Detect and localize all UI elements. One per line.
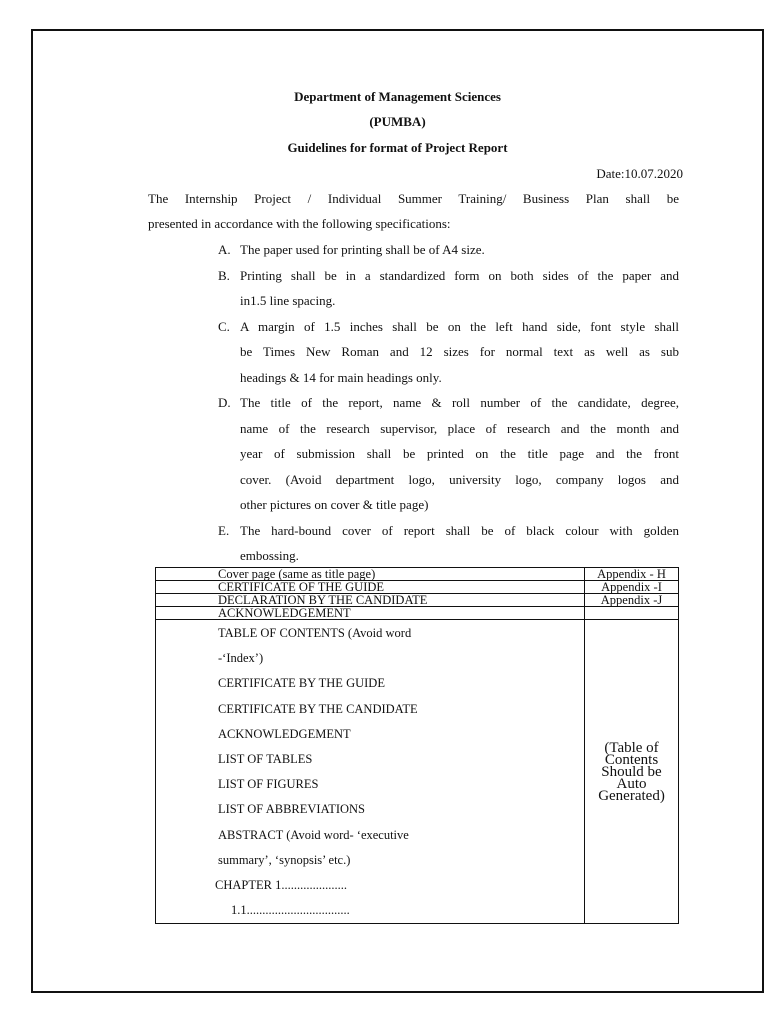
- table-cell-ref: [585, 607, 679, 620]
- list-marker: D.: [218, 395, 231, 410]
- toc-item: LIST OF ABBREVIATIONS: [218, 802, 366, 817]
- list-item: [203, 263, 679, 314]
- intro-line: The Internship Project / Individual Summer Training/ Business Plan shall be: [148, 191, 679, 206]
- table-row: [156, 568, 679, 581]
- specification-list: [203, 237, 679, 569]
- toc-item: ACKNOWLEDGEMENT: [218, 726, 351, 741]
- toc-note-cell: [585, 620, 679, 924]
- list-marker: B.: [218, 267, 230, 283]
- toc-item: LIST OF FIGURES: [218, 777, 319, 792]
- list-line: The title of the report, name & roll number of the candidate, degree,: [240, 395, 679, 410]
- list-line: in1.5 line spacing.: [240, 293, 336, 308]
- document-title: Guidelines for format of Project Report: [287, 140, 508, 155]
- list-marker: A.: [218, 242, 231, 257]
- department-heading: Department of Management Sciences: [294, 89, 501, 104]
- list-line: Printing shall be in a standardized form on both sides of the paper and: [240, 267, 679, 283]
- toc-item: CERTIFICATE BY THE GUIDE: [218, 676, 385, 691]
- list-line: cover. (Avoid department logo, university logo, company logos and: [240, 471, 679, 487]
- table-cell-item: Cover page (same as title page): [156, 568, 585, 581]
- list-line: headings & 14 for main headings only.: [240, 369, 442, 385]
- list-marker: C.: [218, 318, 230, 334]
- list-line: other pictures on cover & title page): [240, 497, 429, 512]
- list-line: The paper used for printing shall be of A4 size.: [240, 242, 485, 257]
- table-row: [156, 594, 679, 607]
- list-item: [203, 518, 679, 569]
- table-cell-ref: Appendix - H: [585, 568, 679, 581]
- list-item: [203, 237, 679, 263]
- toc-item: LIST OF TABLES: [218, 752, 313, 767]
- table-cell-item: DECLARATION BY THE CANDIDATE: [156, 594, 585, 607]
- table-cell-ref: Appendix -I: [585, 581, 679, 594]
- list-line: A margin of 1.5 inches shall be on the left hand side, font style shall: [240, 318, 679, 334]
- toc-item: 1.1.................................: [231, 903, 350, 918]
- list-line: The hard-bound cover of report shall be of black colour with golden: [240, 522, 679, 538]
- toc-note-line: Should be Auto: [601, 763, 662, 792]
- abbreviation-heading: (PUMBA): [369, 114, 426, 129]
- toc-note-line: Generated): [598, 787, 665, 804]
- table-row: [156, 581, 679, 594]
- toc-item: summary’, ‘synopsis’ etc.): [218, 852, 351, 867]
- toc-item: CERTIFICATE BY THE CANDIDATE: [218, 701, 418, 716]
- document-page: [31, 29, 764, 993]
- report-structure-table: [155, 567, 679, 924]
- list-item: [203, 390, 679, 518]
- intro-paragraph: [148, 186, 679, 236]
- table-cell-item: ACKNOWLEDGEMENT: [156, 607, 585, 620]
- list-item: [203, 314, 679, 391]
- toc-item: CHAPTER 1.....................: [215, 878, 347, 893]
- list-line: year of submission shall be printed on the title page and the front: [240, 446, 679, 461]
- toc-item: ABSTRACT (Avoid word- ‘executive: [218, 827, 409, 842]
- table-cell-ref: Appendix -J: [585, 594, 679, 607]
- intro-line: presented in accordance with the following specifications:: [148, 216, 451, 231]
- list-line: name of the research supervisor, place of research and the month and: [240, 420, 679, 436]
- toc-item: TABLE OF CONTENTS (Avoid word: [218, 626, 412, 640]
- table-row: [156, 607, 679, 620]
- list-marker: E.: [218, 522, 230, 538]
- toc-note-line: (Table of Contents: [604, 739, 659, 768]
- document-date: Date:10.07.2020: [596, 166, 683, 181]
- list-line: be Times New Roman and 12 sizes for normal text as well as sub: [240, 344, 679, 359]
- list-line: embossing.: [240, 548, 299, 563]
- toc-list-cell: [156, 620, 585, 924]
- table-cell-item: CERTIFICATE OF THE GUIDE: [156, 581, 585, 594]
- toc-item: -‘Index’): [218, 651, 264, 666]
- table-row-toc: [156, 620, 679, 924]
